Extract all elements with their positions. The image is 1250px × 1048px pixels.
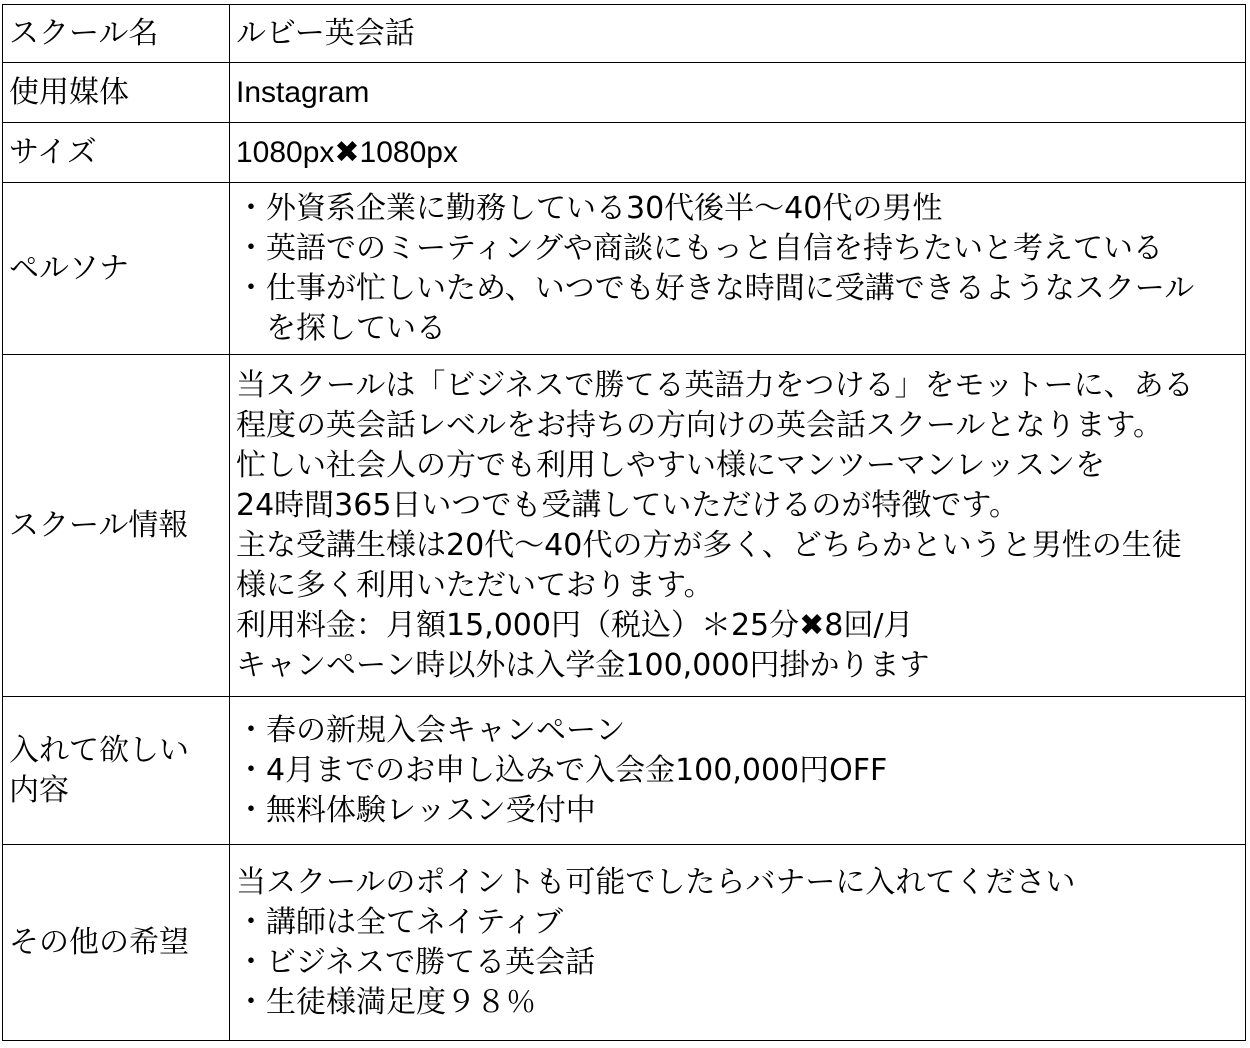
other-bullet: ・生徒様満足度９８％ — [236, 984, 536, 1020]
school-info-line: キャンペーン時以外は入学金100,000円掛かります — [236, 647, 930, 683]
persona-value — [230, 183, 1246, 355]
school-info-line: 忙しい社会人の方でも利用しやすい様にマンツーマンレッスンを — [236, 447, 1105, 483]
persona-bullet: ・英語でのミーティングや商談にもっと自信を持ちたいと考えている — [236, 230, 1163, 266]
school-info-line: 利用料金：月額15,000円（税込）＊25分✖8回/月 — [236, 607, 914, 643]
content-label-line: 入れて欲しい — [9, 732, 189, 768]
table-row-media — [3, 63, 1246, 123]
school-info-line: 主な受講生様は20代〜40代の方が多く、どちらかというと男性の生徒 — [236, 527, 1182, 563]
school-info-label: スクール情報 — [3, 355, 230, 697]
table-row-persona — [3, 183, 1246, 355]
content-label-line: 内容 — [9, 772, 69, 808]
content-value — [230, 697, 1246, 845]
school-brief-table — [2, 4, 1246, 1041]
school-name-label: スクール名 — [3, 5, 230, 63]
other-label: その他の希望 — [3, 845, 230, 1041]
persona-label: ペルソナ — [3, 183, 230, 355]
media-label: 使用媒体 — [3, 63, 230, 123]
size-value: 1080px✖1080px — [230, 123, 1246, 183]
content-label — [3, 697, 230, 845]
persona-bullet: ・外資系企業に勤務している30代後半〜40代の男性 — [236, 190, 943, 226]
content-bullet: ・春の新規入会キャンペーン — [236, 712, 626, 748]
size-label: サイズ — [3, 123, 230, 183]
table-row-other — [3, 845, 1246, 1041]
persona-bullet: ・仕事が忙しいため、いつでも好きな時間に受講できるようなスクール — [236, 270, 1195, 306]
school-name-value: ルビー英会話 — [230, 5, 1246, 63]
media-value: Instagram — [230, 63, 1246, 123]
table-row-content — [3, 697, 1246, 845]
school-info-value — [230, 355, 1246, 697]
other-intro: 当スクールのポイントも可能でしたらバナーに入れてください — [236, 864, 1076, 900]
other-bullet: ・講師は全てネイティブ — [236, 904, 563, 940]
persona-bullet-continuation: を探している — [266, 310, 446, 346]
content-bullet: ・4月までのお申し込みで入会金100,000円OFF — [236, 752, 888, 788]
school-info-line: 様に多く利用いただいております。 — [236, 567, 714, 603]
other-bullet: ・ビジネスで勝てる英会話 — [236, 944, 596, 980]
school-info-line: 24時間365日いつでも受講していただけるのが特徴です。 — [236, 487, 1020, 523]
other-value — [230, 845, 1246, 1041]
table-row-school-name — [3, 5, 1246, 63]
table-row-size — [3, 123, 1246, 183]
content-bullet: ・無料体験レッスン受付中 — [236, 792, 596, 828]
school-info-line: 当スクールは「ビジネスで勝てる英語力をつける」をモットーに、ある — [236, 367, 1194, 403]
school-info-line: 程度の英会話レベルをお持ちの方向けの英会話スクールとなります。 — [236, 407, 1163, 443]
table-row-school-info — [3, 355, 1246, 697]
